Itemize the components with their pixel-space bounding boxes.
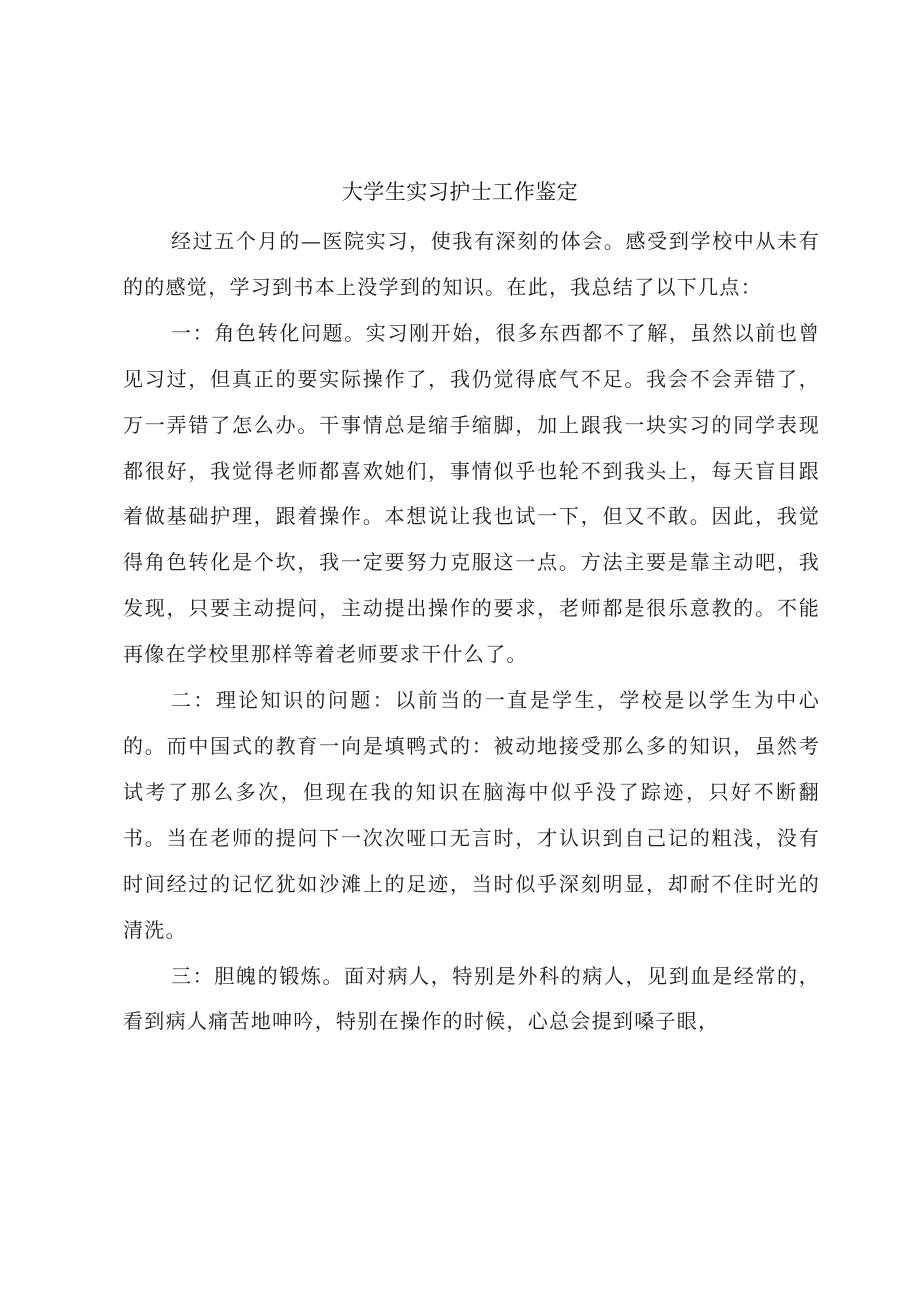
paragraph-theory-knowledge: 二：理论知识的问题：以前当的一直是学生，学校是以学生为中心的。而中国式的教育一向是填鸭式的：被动地接受那么多的知识，虽然考试考了那么多次，但现在我的知识在脑海中似乎没了踪迹，只好不断翻书。当在老师的提问下一次次哑口无言时，才认识到自己记的粗浅，没有时间经过的记忆犹如沙滩上的足迹，当时似乎深刻明显，却耐不住时光的清洗。 [123, 688, 820, 942]
paragraph-intro: 经过五个月的—医院实习，使我有深刻的体会。感受到学校中从未有的的感觉，学习到书本上没学到的知识。在此，我总结了以下几点： [123, 229, 820, 299]
document-body [123, 219, 820, 1045]
document-title: 大学生实习护士工作鉴定 [341, 180, 579, 204]
paragraph-role-transition: 一：角色转化问题。实习刚开始，很多东西都不了解，虽然以前也曾见习过，但真正的要实际操作了，我仍觉得底气不足。我会不会弄错了，万一弄错了怎么办。干事情总是缩手缩脚，加上跟我一块实习的同学表现都很好，我觉得老师都喜欢她们，事情似乎也轮不到我头上，每天盲目跟着做基础护理，跟着操作。本想说让我也试一下，但又不敢。因此，我觉得角色转化是个坎，我一定要努力克服这一点。方法主要是靠主动吧，我发现，只要主动提问，主动提出操作的要求，老师都是很乐意教的。不能再像在学校里那样等着老师要求干什么了。 [123, 320, 820, 667]
paragraph-courage-training: 三：胆魄的锻炼。面对病人，特别是外科的病人，见到血是经常的，看到病人痛苦地呻吟，特别在操作的时候，心总会提到嗓子眼， [123, 963, 820, 1034]
